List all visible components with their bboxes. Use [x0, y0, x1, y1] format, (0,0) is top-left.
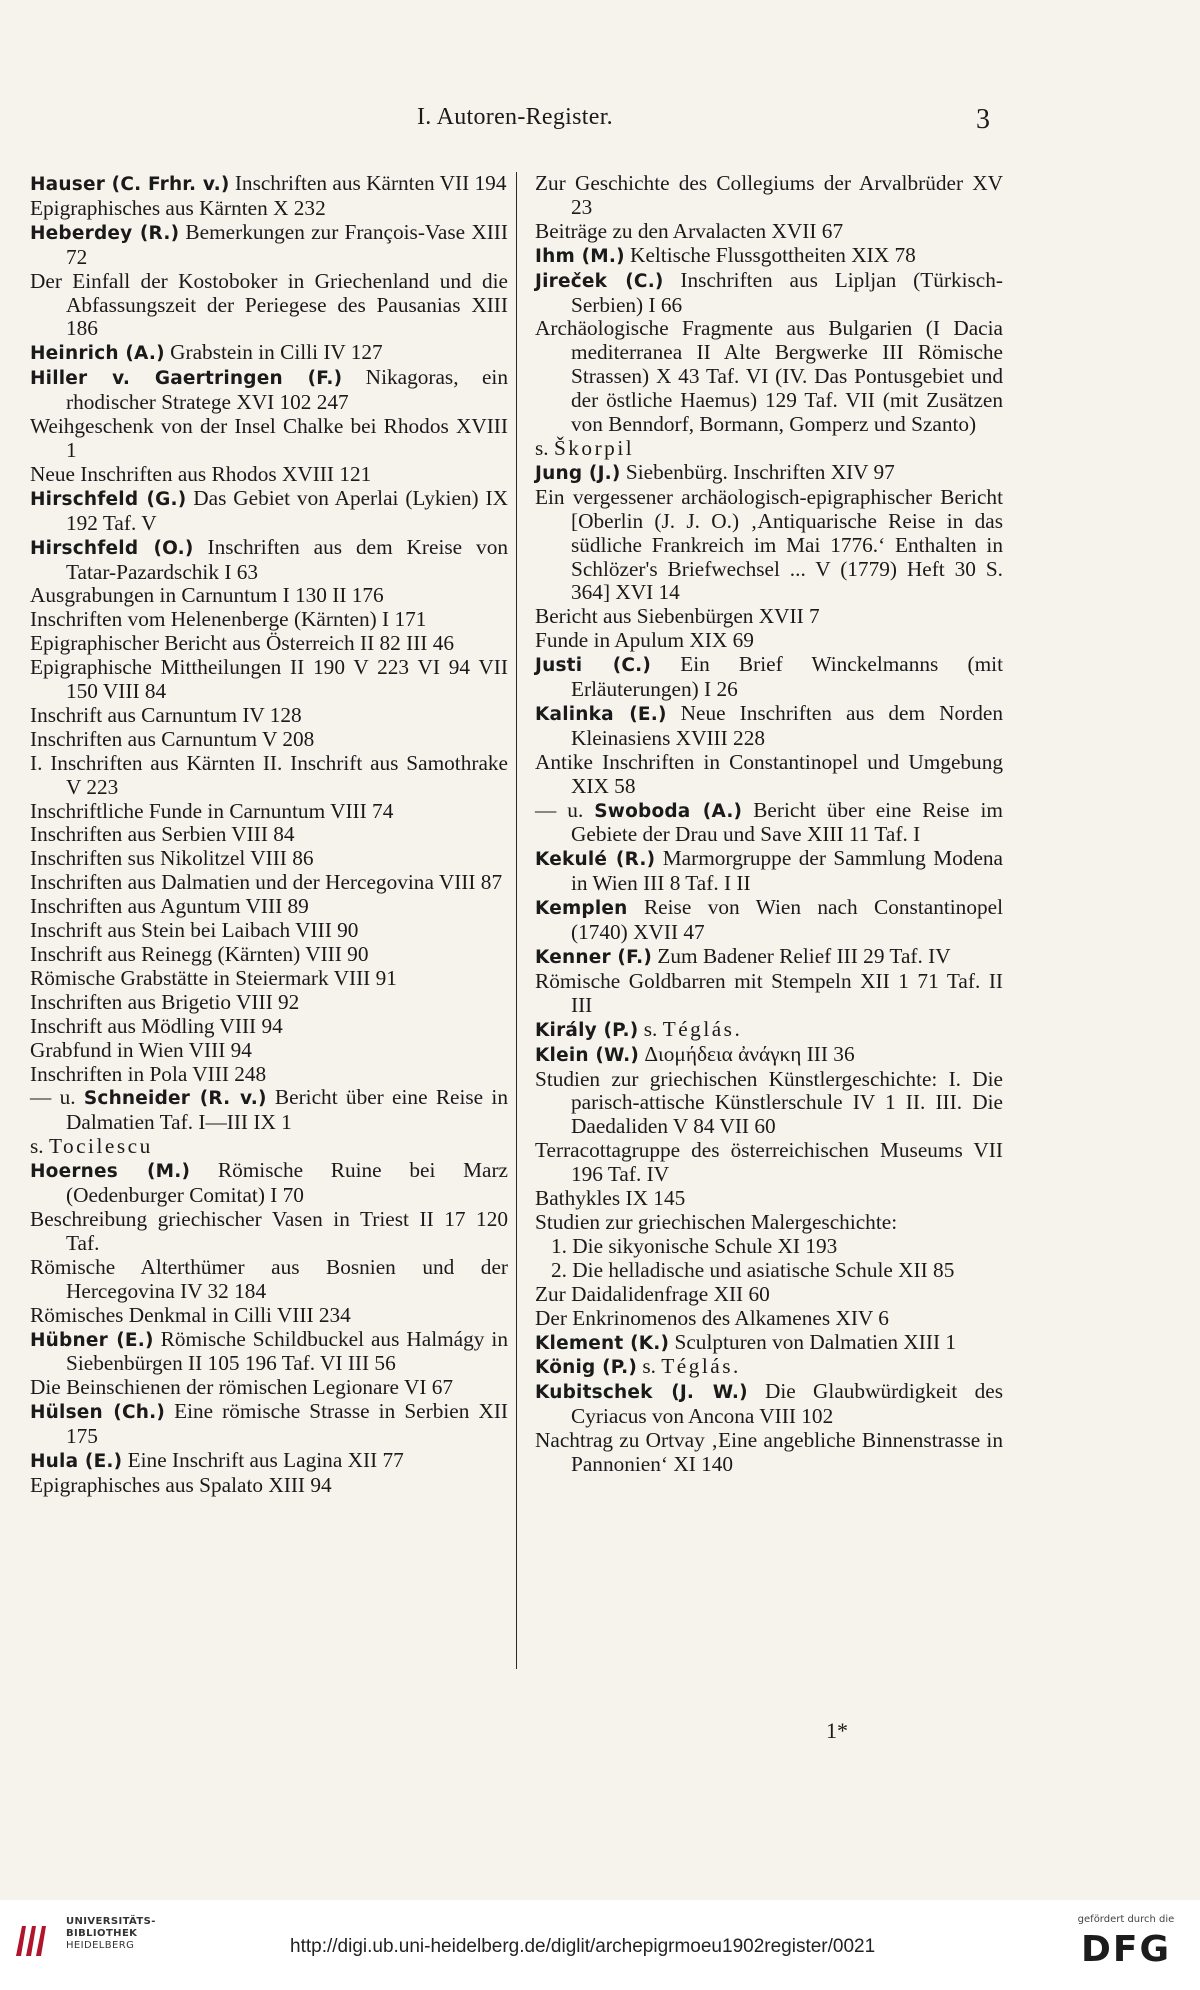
funder-caption: gefördert durch die — [1077, 1914, 1175, 1925]
index-entry: Weihgeschenk von der Insel Chalke bei Rhodos XVIII 1 — [30, 414, 508, 462]
index-entry: Bericht aus Siebenbürgen XVII 7 — [535, 604, 820, 629]
viewer-footer — [0, 1900, 1200, 1990]
index-entry: Inschriften aus Dalmatien und der Hercegovina VIII 87 — [30, 870, 503, 895]
index-entry: Hoernes (M.) Römische Ruine bei Marz (Oedenburger Comitat) I 70 — [30, 1158, 509, 1208]
index-subentry: 2. Die helladische und asiatische Schule XII 85 — [551, 1257, 955, 1282]
index-entry: Zur Daidalidenfrage XII 60 — [535, 1281, 770, 1306]
index-entry: Inschrift aus Carnuntum IV 128 — [30, 702, 302, 727]
index-entry: Römisches Denkmal in Cilli VIII 234 — [30, 1302, 351, 1327]
index-entry: Kenner (F.) Zum Badener Relief III 29 Taf. IV — [535, 944, 951, 968]
author-name: Heinrich (A.) — [30, 343, 165, 365]
index-entry: Epigraphische Mittheilungen II 190 V 223 VI 94 VII 150 VIII 84 — [30, 655, 508, 704]
author-name: Hirschfeld (O.) — [30, 537, 194, 559]
author-name: Klein (W.) — [535, 1044, 640, 1066]
author-name: Kenner (F.) — [535, 947, 653, 968]
index-entry: — u. Schneider (R. v.) Bericht über eine Reise in Dalmatien Taf. I—III IX 1 — [30, 1085, 508, 1135]
index-entry: Epigraphisches aus Spalato XIII 94 — [30, 1472, 332, 1497]
index-entry: Neue Inschriften aus Rhodos XVIII 121 — [30, 461, 372, 486]
index-entry: Epigraphisches aus Kärnten X 232 — [30, 195, 326, 220]
index-entry: Inschrift aus Stein bei Laibach VIII 90 — [30, 918, 359, 943]
library-logo-icon — [12, 1918, 54, 1960]
author-name: Kekulé (R.) — [535, 849, 656, 871]
author-name: Kubitschek (J. W.) — [535, 1382, 748, 1404]
funder-block — [1066, 1914, 1186, 1971]
cross-reference: s. Škorpil — [535, 435, 635, 460]
index-entry: Inschriften aus Carnuntum V 208 — [30, 726, 315, 751]
index-entry: Römische Goldbarren mit Stempeln XII 1 71 Taf. II III — [535, 968, 1003, 1017]
index-entry: Hula (E.) Eine Inschrift aus Lagina XII 77 — [30, 1448, 404, 1473]
author-name: Jung (J.) — [535, 462, 621, 484]
index-entry: Die Beinschienen der römischen Legionare VI 67 — [30, 1375, 454, 1400]
index-entry: Inschriften aus Aguntum VIII 89 — [30, 894, 309, 919]
cross-reference: s. Tocilescu — [30, 1134, 153, 1159]
index-entry: Inschriften aus Brigetio VIII 92 — [30, 989, 300, 1014]
permalink-url[interactable]: http://digi.ub.uni-heidelberg.de/diglit/archepigrmoeu1902register/0021 — [290, 1936, 876, 1957]
index-entry: Epigraphischer Bericht aus Österreich II 82 III 46 — [30, 631, 455, 656]
index-entry: Király (P.) s. Téglás. — [535, 1016, 743, 1041]
author-name: Hoernes (M.) — [30, 1161, 191, 1183]
author-name: Heberdey (R.) — [30, 222, 180, 244]
author-name: Ihm (M.) — [535, 245, 625, 267]
column-divider — [516, 172, 517, 1669]
page-number: 3 — [976, 104, 990, 135]
page-header — [0, 104, 1200, 138]
index-entry: Jung (J.) Siebenbürg. Inschriften XIV 97 — [535, 459, 895, 484]
index-entry: Ihm (M.) Keltische Flussgottheiten XIX 78 — [535, 242, 916, 267]
index-entry: Klein (W.) Διομήδεια ἀνάγκη III 36 — [535, 1041, 855, 1066]
index-entry: Inschriften sus Nikolitzel VIII 86 — [30, 846, 314, 871]
index-entry: Inschrift aus Mödling VIII 94 — [30, 1013, 283, 1038]
index-entry: Antike Inschriften in Constantinopel und Umgebung XIX 58 — [535, 749, 1003, 798]
index-entry: Zur Geschichte des Collegiums der Arvalbrüder XV 23 — [535, 171, 1003, 219]
index-entry: Klement (K.) Sculpturen von Dalmatien XIII 1 — [535, 1329, 957, 1354]
author-name: Hauser (C. Frhr. v.) — [30, 174, 230, 195]
index-entry: Hübner (E.) Römische Schildbuckel aus Halmágy in Siebenbürgen II 105 196 Taf. VI III 56 — [30, 1326, 508, 1376]
index-entry: Hülsen (Ch.) Eine römische Strasse in Serbien XII 175 — [30, 1399, 509, 1449]
author-name: Hirschfeld (G.) — [30, 488, 187, 510]
index-entry: Inschriften vom Helenenberge (Kärnten) I 171 — [30, 607, 427, 632]
author-name: Király (P.) — [535, 1019, 639, 1041]
index-entry: Heberdey (R.) Bemerkungen zur François-Vase XIII 72 — [30, 219, 508, 269]
index-entry: Inschriftliche Funde in Carnuntum VIII 74 — [30, 798, 394, 823]
library-name: UNIVERSITÄTS- BIBLIOTHEK HEIDELBERG — [66, 1916, 156, 1951]
index-entry: Terracottagruppe des österreichischen Museums VII 196 Taf. IV — [535, 1138, 1003, 1187]
index-subentry: 1. Die sikyonische Schule XI 193 — [551, 1233, 838, 1258]
index-entry: Bathykles IX 145 — [535, 1186, 686, 1211]
index-entry: Studien zur griechischen Malergeschichte: — [535, 1209, 898, 1234]
index-entry: Hiller v. Gaertringen (F.) Nikagoras, ein rhodischer Stratege XVI 102 247 — [30, 365, 508, 415]
index-entry: Hirschfeld (O.) Inschriften aus dem Kreise von Tatar-Pazardschik I 63 — [30, 534, 508, 584]
index-entry: Kalinka (E.) Neue Inschriften aus dem Norden Kleinasiens XVIII 228 — [535, 700, 1003, 750]
index-entry: Inschriften aus Serbien VIII 84 — [30, 822, 295, 847]
author-name: Kemplen — [535, 898, 628, 920]
index-entry: Der Einfall der Kostoboker in Griechenland und die Abfassungszeit der Periegese des Pausanias XIII 186 — [30, 268, 508, 341]
printer-signature: 1* — [826, 1718, 848, 1743]
index-entry: Hauser (C. Frhr. v.) Inschriften aus Kärnten VII 194 — [30, 171, 507, 195]
author-name: Klement (K.) — [535, 1332, 670, 1354]
author-name: Hübner (E.) — [30, 1329, 154, 1351]
author-name: Swoboda (A.) — [594, 800, 743, 822]
left-column — [30, 172, 508, 1498]
index-entry: Kekulé (R.) Marmorgruppe der Sammlung Modena in Wien III 8 Taf. I II — [535, 846, 1003, 896]
index-entry: Funde in Apulum XIX 69 — [535, 628, 754, 653]
index-entry: Inschriften in Pola VIII 248 — [30, 1061, 267, 1086]
author-name: Hula (E.) — [30, 1451, 123, 1473]
index-entry: Kubitschek (J. W.) Die Glaubwürdigkeit des Cyriacus von Ancona VIII 102 — [535, 1379, 1003, 1429]
right-column — [535, 172, 1003, 1477]
index-entry: Beschreibung griechischer Vasen in Triest II 17 120 Taf. — [30, 1206, 508, 1255]
index-entry: Römische Alterthümer aus Bosnien und der Hercegovina IV 32 184 — [30, 1254, 508, 1303]
index-entry: Hirschfeld (G.) Das Gebiet von Aperlai (Lykien) IX 192 Taf. V — [30, 485, 508, 535]
index-entry: Kemplen Reise von Wien nach Constantinopel (1740) XVII 47 — [535, 895, 1003, 945]
author-name: Hülsen (Ch.) — [30, 1402, 165, 1424]
author-name: König (P.) — [535, 1357, 638, 1379]
index-entry: Justi (C.) Ein Brief Winckelmanns (mit Erläuterungen) I 26 — [535, 652, 1003, 702]
author-name: Jireček (C.) — [535, 270, 664, 292]
index-entry: Ausgrabungen in Carnuntum I 130 II 176 — [30, 583, 384, 608]
index-entry: — u. Swoboda (A.) Bericht über eine Reise im Gebiete der Drau und Save XIII 11 Taf. I — [535, 797, 1003, 847]
index-entry: Römische Grabstätte in Steiermark VIII 91 — [30, 965, 397, 990]
dfg-logo: DFG — [1080, 1929, 1172, 1970]
index-entry: Jireček (C.) Inschriften aus Lipljan (Türkisch-Serbien) I 66 — [535, 267, 1003, 317]
author-name: Schneider (R. v.) — [83, 1088, 267, 1110]
index-entry: Inschrift aus Reinegg (Kärnten) VIII 90 — [30, 942, 369, 966]
author-name: Hiller v. Gaertringen (F.) — [30, 368, 343, 390]
index-entry: Archäologische Fragmente aus Bulgarien (I Dacia mediterranea II Alte Bergwerke III Römische Strassen) X 43 Taf. VI (IV. Das Pontusgebiet und der östliche Haemus) 129 Taf. VII (mit Zusätzen von Benndorf, Bormann, Gomperz und Szanto) — [535, 316, 1003, 437]
index-entry: Heinrich (A.) Grabstein in Cilli IV 127 — [30, 340, 383, 365]
index-entry: Ein vergessener archäologisch-epigraphischer Bericht [Oberlin (J. J. O.) ‚Antiquarische Reise in das südliche Frankreich im Mai 1776.‘ Enthalten in Schlözer's Briefwechsel ... V (1779) Heft 30 S. 364] XVI 14 — [535, 484, 1003, 605]
author-name: Justi (C.) — [535, 655, 652, 677]
index-entry: Studien zur griechischen Künstlergeschichte: I. Die parisch-attische Künstlerschule IV 1 II. III. Die Daedaliden V 84 VII 60 — [535, 1066, 1003, 1139]
author-name: Kalinka (E.) — [535, 703, 667, 725]
index-entry: Grabfund in Wien VIII 94 — [30, 1037, 252, 1062]
index-entry: Beiträge zu den Arvalacten XVII 67 — [535, 218, 844, 243]
index-entry: Der Enkrinomenos des Alkamenes XIV 6 — [535, 1305, 889, 1330]
index-entry: König (P.) s. Téglás. — [535, 1354, 741, 1379]
index-entry: Nachtrag zu Ortvay ‚Eine angebliche Binnenstrasse in Pannonien‘ XI 140 — [535, 1428, 1003, 1477]
index-entry: I. Inschriften aus Kärnten II. Inschrift aus Samothrake V 223 — [30, 750, 508, 799]
running-title: I. Autoren-Register. — [417, 104, 613, 130]
